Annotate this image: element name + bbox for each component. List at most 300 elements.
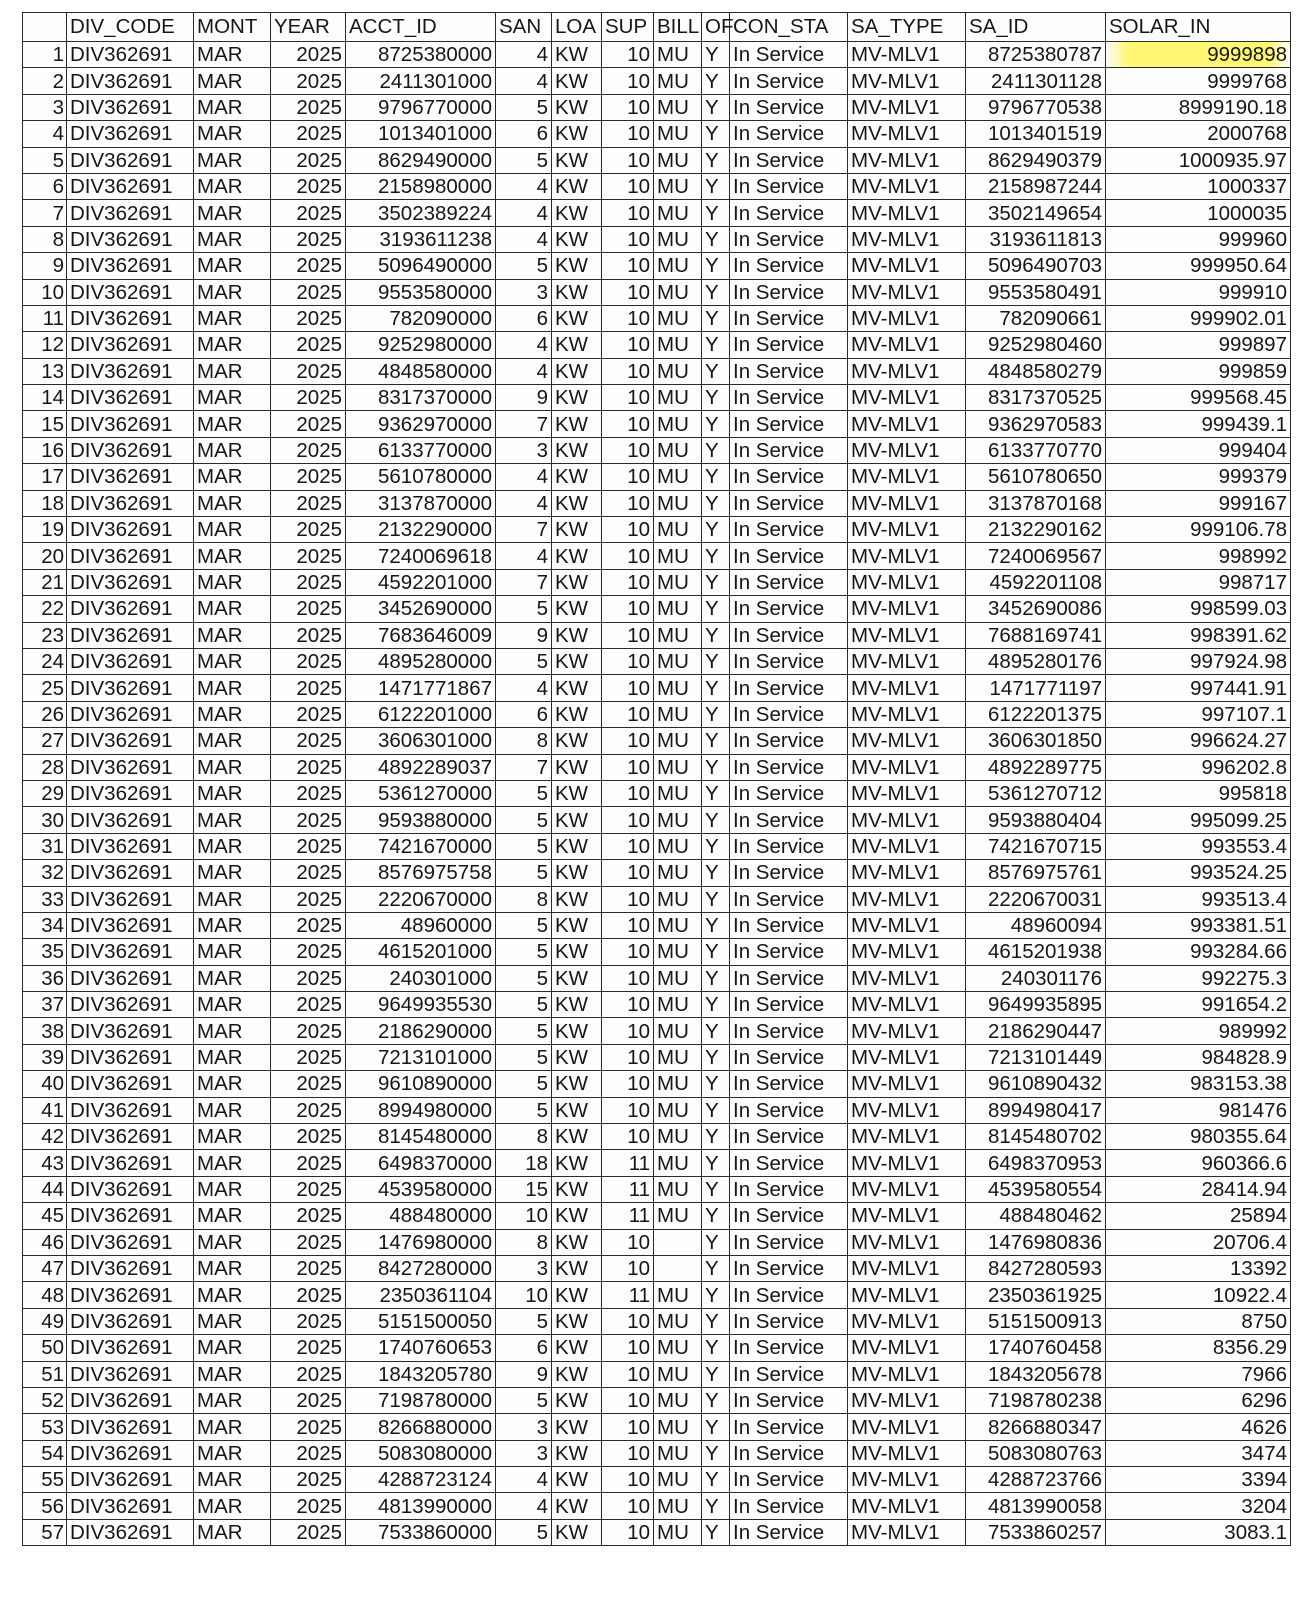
cell-acct-id: 4288723124	[346, 1467, 496, 1493]
cell-bill: MU	[654, 543, 702, 569]
cell-row-number: 37	[23, 992, 67, 1018]
cell-solar-in: 1000935.97	[1106, 147, 1291, 173]
cell-sa-type: MV-MLV1	[848, 1018, 966, 1044]
cell-con-status: In Service	[730, 464, 848, 490]
table-row	[23, 68, 1291, 94]
cell-year: 2025	[271, 385, 346, 411]
cell-sa-type: MV-MLV1	[848, 596, 966, 622]
cell-row-number: 46	[23, 1229, 67, 1255]
cell-month: MAR	[194, 939, 271, 965]
cell-div-code: DIV362691	[67, 1361, 194, 1387]
cell-year: 2025	[271, 860, 346, 886]
cell-solar-in: 992275.3	[1106, 965, 1291, 991]
cell-year: 2025	[271, 437, 346, 463]
cell-row-number: 35	[23, 939, 67, 965]
cell-of: Y	[702, 147, 730, 173]
cell-year: 2025	[271, 1335, 346, 1361]
cell-row-number: 6	[23, 173, 67, 199]
cell-div-code: DIV362691	[67, 807, 194, 833]
cell-row-number: 51	[23, 1361, 67, 1387]
cell-row-number: 24	[23, 648, 67, 674]
cell-con-status: In Service	[730, 596, 848, 622]
cell-supply: 11	[602, 1150, 654, 1176]
cell-con-status: In Service	[730, 94, 848, 120]
cell-acct-id: 5083080000	[346, 1440, 496, 1466]
cell-supply: 10	[602, 833, 654, 859]
table-row	[23, 860, 1291, 886]
cell-solar-in: 998391.62	[1106, 622, 1291, 648]
cell-of: Y	[702, 517, 730, 543]
cell-con-status: In Service	[730, 1255, 848, 1281]
cell-sanctioned-load: 7	[496, 569, 552, 595]
cell-div-code: DIV362691	[67, 728, 194, 754]
cell-div-code: DIV362691	[67, 701, 194, 727]
cell-supply: 10	[602, 965, 654, 991]
cell-solar-in: 999379	[1106, 464, 1291, 490]
cell-acct-id: 2411301000	[346, 68, 496, 94]
cell-month: MAR	[194, 1387, 271, 1413]
cell-sa-id: 5361270712	[966, 780, 1106, 806]
cell-supply: 10	[602, 385, 654, 411]
cell-month: MAR	[194, 1335, 271, 1361]
cell-solar-in: 993513.4	[1106, 886, 1291, 912]
cell-month: MAR	[194, 147, 271, 173]
cell-div-code: DIV362691	[67, 833, 194, 859]
cell-sa-type: MV-MLV1	[848, 68, 966, 94]
cell-sa-id: 8725380787	[966, 42, 1106, 68]
cell-sanctioned-load: 5	[496, 833, 552, 859]
column-header-row-number	[23, 13, 67, 42]
cell-row-number: 30	[23, 807, 67, 833]
cell-acct-id: 4848580000	[346, 358, 496, 384]
cell-sa-id: 782090661	[966, 305, 1106, 331]
cell-of: Y	[702, 1044, 730, 1070]
cell-solar-in: 8356.29	[1106, 1335, 1291, 1361]
cell-year: 2025	[271, 1255, 346, 1281]
cell-month: MAR	[194, 411, 271, 437]
cell-acct-id: 2350361104	[346, 1282, 496, 1308]
cell-sa-type: MV-MLV1	[848, 701, 966, 727]
table-row	[23, 305, 1291, 331]
column-header-con-status: CON_STA	[730, 13, 848, 42]
cell-month: MAR	[194, 622, 271, 648]
cell-sa-id: 9796770538	[966, 94, 1106, 120]
cell-sanctioned-load: 5	[496, 253, 552, 279]
cell-bill: MU	[654, 279, 702, 305]
cell-month: MAR	[194, 42, 271, 68]
cell-sa-id: 7688169741	[966, 622, 1106, 648]
cell-sa-id: 8145480702	[966, 1124, 1106, 1150]
cell-bill: MU	[654, 728, 702, 754]
cell-acct-id: 7240069618	[346, 543, 496, 569]
cell-supply: 11	[602, 1203, 654, 1229]
cell-year: 2025	[271, 569, 346, 595]
cell-sa-type: MV-MLV1	[848, 437, 966, 463]
cell-sa-id: 8994980417	[966, 1097, 1106, 1123]
cell-bill: MU	[654, 1124, 702, 1150]
cell-sanctioned-load: 10	[496, 1282, 552, 1308]
column-header-div-code: DIV_CODE	[67, 13, 194, 42]
cell-con-status: In Service	[730, 332, 848, 358]
cell-acct-id: 9362970000	[346, 411, 496, 437]
cell-year: 2025	[271, 807, 346, 833]
cell-of: Y	[702, 1308, 730, 1334]
cell-con-status: In Service	[730, 1176, 848, 1202]
cell-of: Y	[702, 1493, 730, 1519]
cell-year: 2025	[271, 648, 346, 674]
table-row	[23, 596, 1291, 622]
cell-of: Y	[702, 912, 730, 938]
cell-supply: 10	[602, 517, 654, 543]
cell-row-number: 39	[23, 1044, 67, 1070]
cell-sanctioned-load: 5	[496, 1044, 552, 1070]
cell-year: 2025	[271, 1176, 346, 1202]
cell-solar-in: 28414.94	[1106, 1176, 1291, 1202]
cell-div-code: DIV362691	[67, 992, 194, 1018]
cell-sa-id: 7240069567	[966, 543, 1106, 569]
cell-year: 2025	[271, 490, 346, 516]
cell-sa-type: MV-MLV1	[848, 121, 966, 147]
cell-of: Y	[702, 1440, 730, 1466]
cell-solar-in: 8999190.18	[1106, 94, 1291, 120]
cell-supply: 10	[602, 701, 654, 727]
cell-sa-type: MV-MLV1	[848, 780, 966, 806]
cell-div-code: DIV362691	[67, 543, 194, 569]
cell-load-unit: KW	[552, 1044, 602, 1070]
cell-sanctioned-load: 6	[496, 1335, 552, 1361]
cell-supply: 10	[602, 200, 654, 226]
cell-con-status: In Service	[730, 807, 848, 833]
cell-con-status: In Service	[730, 1097, 848, 1123]
cell-sa-id: 9610890432	[966, 1071, 1106, 1097]
cell-row-number: 27	[23, 728, 67, 754]
cell-year: 2025	[271, 1018, 346, 1044]
cell-sa-type: MV-MLV1	[848, 1176, 966, 1202]
cell-supply: 10	[602, 1493, 654, 1519]
cell-div-code: DIV362691	[67, 965, 194, 991]
cell-bill: MU	[654, 1308, 702, 1334]
cell-sa-type: MV-MLV1	[848, 517, 966, 543]
table-row	[23, 517, 1291, 543]
table-row	[23, 358, 1291, 384]
cell-acct-id: 8994980000	[346, 1097, 496, 1123]
cell-supply: 10	[602, 1255, 654, 1281]
cell-bill: MU	[654, 358, 702, 384]
cell-of: Y	[702, 596, 730, 622]
cell-sa-type: MV-MLV1	[848, 675, 966, 701]
cell-month: MAR	[194, 912, 271, 938]
cell-sanctioned-load: 5	[496, 992, 552, 1018]
cell-supply: 10	[602, 411, 654, 437]
cell-load-unit: KW	[552, 226, 602, 252]
cell-acct-id: 240301000	[346, 965, 496, 991]
cell-sa-id: 8629490379	[966, 147, 1106, 173]
cell-con-status: In Service	[730, 622, 848, 648]
cell-div-code: DIV362691	[67, 886, 194, 912]
cell-div-code: DIV362691	[67, 1440, 194, 1466]
cell-acct-id: 1740760653	[346, 1335, 496, 1361]
cell-sa-type: MV-MLV1	[848, 1414, 966, 1440]
table-row	[23, 1044, 1291, 1070]
cell-bill: MU	[654, 1467, 702, 1493]
cell-sanctioned-load: 5	[496, 860, 552, 886]
cell-bill: MU	[654, 200, 702, 226]
cell-solar-in: 10922.4	[1106, 1282, 1291, 1308]
cell-load-unit: KW	[552, 1203, 602, 1229]
table-row	[23, 1282, 1291, 1308]
cell-con-status: In Service	[730, 200, 848, 226]
cell-con-status: In Service	[730, 701, 848, 727]
cell-con-status: In Service	[730, 860, 848, 886]
cell-acct-id: 3137870000	[346, 490, 496, 516]
cell-month: MAR	[194, 1467, 271, 1493]
cell-year: 2025	[271, 1282, 346, 1308]
cell-supply: 10	[602, 622, 654, 648]
cell-year: 2025	[271, 1124, 346, 1150]
cell-row-number: 18	[23, 490, 67, 516]
cell-sa-id: 5151500913	[966, 1308, 1106, 1334]
cell-bill: MU	[654, 622, 702, 648]
cell-year: 2025	[271, 912, 346, 938]
cell-div-code: DIV362691	[67, 358, 194, 384]
column-header-acct-id: ACCT_ID	[346, 13, 496, 42]
cell-bill	[654, 1255, 702, 1281]
cell-supply: 10	[602, 860, 654, 886]
cell-bill: MU	[654, 411, 702, 437]
cell-row-number: 47	[23, 1255, 67, 1281]
cell-sanctioned-load: 4	[496, 490, 552, 516]
cell-acct-id: 4592201000	[346, 569, 496, 595]
cell-year: 2025	[271, 517, 346, 543]
cell-bill: MU	[654, 1282, 702, 1308]
cell-row-number: 22	[23, 596, 67, 622]
cell-month: MAR	[194, 992, 271, 1018]
cell-con-status: In Service	[730, 1335, 848, 1361]
cell-of: Y	[702, 992, 730, 1018]
cell-solar-in: 999106.78	[1106, 517, 1291, 543]
cell-con-status: In Service	[730, 1493, 848, 1519]
cell-div-code: DIV362691	[67, 1335, 194, 1361]
cell-sa-id: 1013401519	[966, 121, 1106, 147]
cell-sa-type: MV-MLV1	[848, 543, 966, 569]
cell-acct-id: 3606301000	[346, 728, 496, 754]
cell-sa-id: 3452690086	[966, 596, 1106, 622]
cell-load-unit: KW	[552, 622, 602, 648]
cell-row-number: 7	[23, 200, 67, 226]
table-row	[23, 886, 1291, 912]
cell-sa-id: 5096490703	[966, 253, 1106, 279]
cell-load-unit: KW	[552, 437, 602, 463]
cell-sa-id: 7198780238	[966, 1387, 1106, 1413]
cell-solar-in: 980355.64	[1106, 1124, 1291, 1150]
cell-acct-id: 48960000	[346, 912, 496, 938]
cell-sanctioned-load: 3	[496, 437, 552, 463]
cell-of: Y	[702, 1255, 730, 1281]
cell-row-number: 15	[23, 411, 67, 437]
cell-sa-id: 488480462	[966, 1203, 1106, 1229]
cell-of: Y	[702, 226, 730, 252]
cell-acct-id: 8427280000	[346, 1255, 496, 1281]
cell-acct-id: 1013401000	[346, 121, 496, 147]
cell-sanctioned-load: 5	[496, 965, 552, 991]
cell-of: Y	[702, 780, 730, 806]
cell-con-status: In Service	[730, 358, 848, 384]
cell-year: 2025	[271, 675, 346, 701]
cell-div-code: DIV362691	[67, 464, 194, 490]
cell-load-unit: KW	[552, 121, 602, 147]
cell-con-status: In Service	[730, 1203, 848, 1229]
cell-bill: MU	[654, 1335, 702, 1361]
cell-div-code: DIV362691	[67, 1414, 194, 1440]
cell-load-unit: KW	[552, 1335, 602, 1361]
cell-sa-type: MV-MLV1	[848, 411, 966, 437]
cell-year: 2025	[271, 121, 346, 147]
cell-row-number: 25	[23, 675, 67, 701]
cell-row-number: 33	[23, 886, 67, 912]
cell-sa-id: 5083080763	[966, 1440, 1106, 1466]
table-row	[23, 1467, 1291, 1493]
cell-bill: MU	[654, 147, 702, 173]
cell-month: MAR	[194, 754, 271, 780]
table-row	[23, 1493, 1291, 1519]
cell-acct-id: 3193611238	[346, 226, 496, 252]
cell-sa-type: MV-MLV1	[848, 1519, 966, 1545]
cell-sa-type: MV-MLV1	[848, 1361, 966, 1387]
cell-solar-in: 993524.25	[1106, 860, 1291, 886]
cell-supply: 10	[602, 569, 654, 595]
cell-supply: 10	[602, 305, 654, 331]
cell-year: 2025	[271, 1229, 346, 1255]
cell-year: 2025	[271, 886, 346, 912]
cell-solar-in: 1000035	[1106, 200, 1291, 226]
cell-bill: MU	[654, 648, 702, 674]
cell-con-status: In Service	[730, 68, 848, 94]
cell-of: Y	[702, 807, 730, 833]
cell-sa-id: 6133770770	[966, 437, 1106, 463]
table-row	[23, 1440, 1291, 1466]
cell-load-unit: KW	[552, 332, 602, 358]
cell-acct-id: 8145480000	[346, 1124, 496, 1150]
cell-div-code: DIV362691	[67, 147, 194, 173]
cell-div-code: DIV362691	[67, 411, 194, 437]
cell-con-status: In Service	[730, 1150, 848, 1176]
table-row	[23, 648, 1291, 674]
cell-row-number: 57	[23, 1519, 67, 1545]
cell-sa-type: MV-MLV1	[848, 648, 966, 674]
cell-solar-in: 995099.25	[1106, 807, 1291, 833]
cell-supply: 10	[602, 886, 654, 912]
cell-row-number: 41	[23, 1097, 67, 1123]
cell-sanctioned-load: 9	[496, 385, 552, 411]
cell-row-number: 11	[23, 305, 67, 331]
cell-year: 2025	[271, 1414, 346, 1440]
cell-month: MAR	[194, 965, 271, 991]
cell-solar-in: 995818	[1106, 780, 1291, 806]
cell-div-code: DIV362691	[67, 912, 194, 938]
table-row	[23, 437, 1291, 463]
cell-supply: 10	[602, 1361, 654, 1387]
cell-solar-in: 983153.38	[1106, 1071, 1291, 1097]
cell-load-unit: KW	[552, 833, 602, 859]
cell-supply: 10	[602, 675, 654, 701]
cell-div-code: DIV362691	[67, 675, 194, 701]
cell-con-status: In Service	[730, 912, 848, 938]
cell-con-status: In Service	[730, 1071, 848, 1097]
cell-load-unit: KW	[552, 807, 602, 833]
cell-row-number: 53	[23, 1414, 67, 1440]
cell-sanctioned-load: 5	[496, 1308, 552, 1334]
cell-month: MAR	[194, 68, 271, 94]
cell-supply: 10	[602, 648, 654, 674]
cell-div-code: DIV362691	[67, 94, 194, 120]
cell-supply: 10	[602, 226, 654, 252]
cell-year: 2025	[271, 728, 346, 754]
cell-month: MAR	[194, 226, 271, 252]
cell-of: Y	[702, 1282, 730, 1308]
cell-sanctioned-load: 5	[496, 780, 552, 806]
cell-year: 2025	[271, 253, 346, 279]
cell-solar-in: 999167	[1106, 490, 1291, 516]
cell-row-number: 48	[23, 1282, 67, 1308]
cell-month: MAR	[194, 1361, 271, 1387]
cell-year: 2025	[271, 701, 346, 727]
cell-sa-type: MV-MLV1	[848, 1229, 966, 1255]
cell-row-number: 10	[23, 279, 67, 305]
cell-supply: 10	[602, 543, 654, 569]
cell-con-status: In Service	[730, 886, 848, 912]
cell-sanctioned-load: 10	[496, 1203, 552, 1229]
cell-sa-id: 2220670031	[966, 886, 1106, 912]
cell-sa-id: 1471771197	[966, 675, 1106, 701]
column-header-month: MONT	[194, 13, 271, 42]
cell-load-unit: KW	[552, 1097, 602, 1123]
cell-load-unit: KW	[552, 147, 602, 173]
cell-bill: MU	[654, 42, 702, 68]
cell-con-status: In Service	[730, 147, 848, 173]
cell-load-unit: KW	[552, 253, 602, 279]
cell-div-code: DIV362691	[67, 860, 194, 886]
cell-solar-in: 993381.51	[1106, 912, 1291, 938]
cell-sa-id: 3193611813	[966, 226, 1106, 252]
cell-month: MAR	[194, 385, 271, 411]
cell-bill: MU	[654, 965, 702, 991]
table-row	[23, 411, 1291, 437]
cell-con-status: In Service	[730, 1414, 848, 1440]
cell-acct-id: 4895280000	[346, 648, 496, 674]
cell-year: 2025	[271, 543, 346, 569]
cell-con-status: In Service	[730, 1519, 848, 1545]
cell-acct-id: 9610890000	[346, 1071, 496, 1097]
cell-sa-id: 4895280176	[966, 648, 1106, 674]
cell-sa-id: 8427280593	[966, 1255, 1106, 1281]
cell-load-unit: KW	[552, 385, 602, 411]
cell-sanctioned-load: 7	[496, 411, 552, 437]
cell-bill: MU	[654, 754, 702, 780]
cell-solar-in: 3394	[1106, 1467, 1291, 1493]
cell-load-unit: KW	[552, 1229, 602, 1255]
cell-sa-type: MV-MLV1	[848, 912, 966, 938]
cell-acct-id: 7533860000	[346, 1519, 496, 1545]
cell-row-number: 8	[23, 226, 67, 252]
cell-month: MAR	[194, 464, 271, 490]
cell-solar-in: 2000768	[1106, 121, 1291, 147]
cell-bill: MU	[654, 1097, 702, 1123]
cell-sanctioned-load: 9	[496, 622, 552, 648]
cell-month: MAR	[194, 1519, 271, 1545]
cell-solar-in: 4626	[1106, 1414, 1291, 1440]
cell-sa-id: 4539580554	[966, 1176, 1106, 1202]
cell-sa-type: MV-MLV1	[848, 754, 966, 780]
